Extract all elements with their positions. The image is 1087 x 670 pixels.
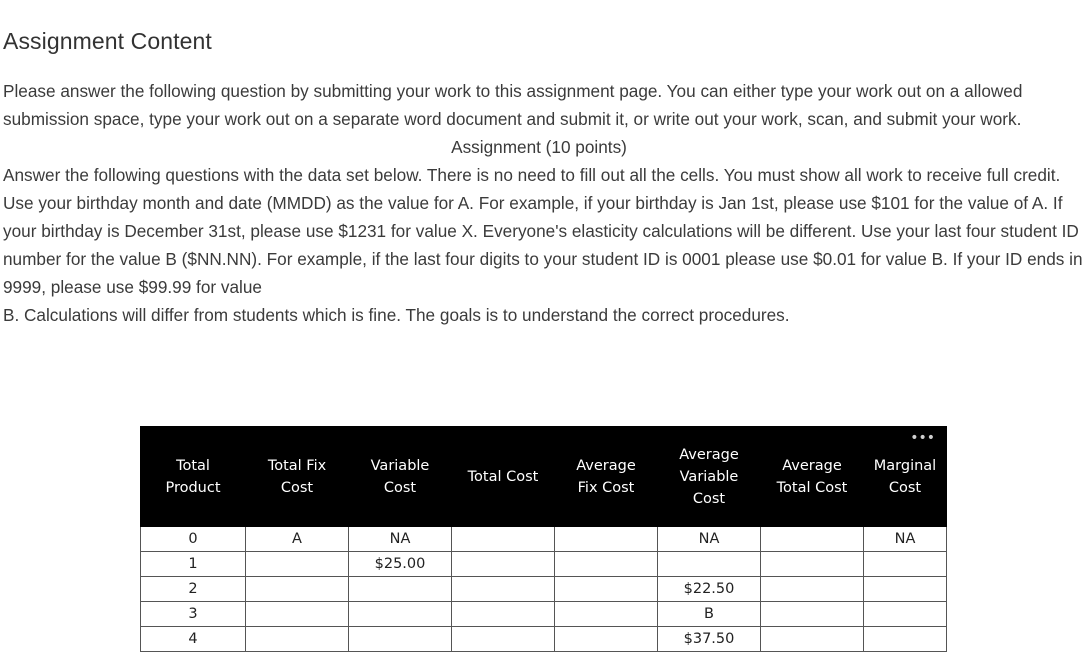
table-cell <box>452 552 555 577</box>
table-cell: B <box>658 602 761 627</box>
assignment-heading: Assignment (10 points) <box>451 137 627 157</box>
header-total-cost <box>452 427 555 527</box>
table-cell: $37.50 <box>658 627 761 652</box>
table-cell <box>246 552 349 577</box>
header-line: Cost <box>692 490 726 507</box>
header-line: Marginal <box>873 457 937 474</box>
table-cell: NA <box>658 527 761 552</box>
header-marginal-cost <box>864 427 947 527</box>
table-cell: NA <box>864 527 947 552</box>
table-cell: 1 <box>141 552 246 577</box>
table-cell <box>246 602 349 627</box>
header-line: Fix Cost <box>577 479 635 496</box>
header-line: Average <box>576 457 636 474</box>
table-cell <box>452 602 555 627</box>
header-line: Total <box>176 457 210 474</box>
cost-table <box>140 426 947 652</box>
table-cell <box>349 577 452 602</box>
header-line: Total Cost <box>776 479 848 496</box>
table-cell <box>555 627 658 652</box>
header-line: Average <box>782 457 842 474</box>
instructions-paragraph: Answer the following questions with the data set below. There is no need to fill out all the cells. You must show all work to receive full credit. <box>3 165 1061 185</box>
header-line: Cost <box>888 479 922 496</box>
table-cell <box>761 602 864 627</box>
table-row <box>141 552 947 577</box>
header-average-variable-cost <box>658 427 761 527</box>
header-line: Total Cost <box>467 468 539 485</box>
table-cell: 2 <box>141 577 246 602</box>
table-cell <box>761 577 864 602</box>
table-row <box>141 602 947 627</box>
table-cell <box>864 577 947 602</box>
table-row <box>141 527 947 552</box>
table-cell <box>658 552 761 577</box>
table-cell <box>761 627 864 652</box>
table-cell <box>555 552 658 577</box>
table-cell: A <box>246 527 349 552</box>
table-cell <box>864 627 947 652</box>
header-line: Average <box>679 446 739 463</box>
table-row <box>141 577 947 602</box>
header-line: Total Fix <box>267 457 327 474</box>
table-cell: $22.50 <box>658 577 761 602</box>
closing-note-paragraph: B. Calculations will differ from students which is fine. The goals is to understand the correct procedures. <box>3 305 790 325</box>
header-total-fix-cost <box>246 427 349 527</box>
cost-table-wrapper <box>140 426 947 652</box>
table-cell: 4 <box>141 627 246 652</box>
table-cell: $25.00 <box>349 552 452 577</box>
header-line: Product <box>165 479 221 496</box>
table-cell <box>761 552 864 577</box>
table-cell <box>761 527 864 552</box>
table-cell <box>555 602 658 627</box>
header-line: Cost <box>383 479 417 496</box>
table-cell <box>452 627 555 652</box>
table-cell <box>555 577 658 602</box>
header-line: Variable <box>370 457 430 474</box>
table-cell <box>864 602 947 627</box>
header-average-fix-cost <box>555 427 658 527</box>
table-cell <box>246 627 349 652</box>
table-cell <box>349 602 452 627</box>
more-options-icon[interactable]: ••• <box>910 430 935 446</box>
table-cell <box>246 577 349 602</box>
table-header-row <box>141 427 947 527</box>
table-cell: NA <box>349 527 452 552</box>
header-variable-cost <box>349 427 452 527</box>
table-cell: 0 <box>141 527 246 552</box>
table-cell <box>349 627 452 652</box>
header-line: Cost <box>280 479 314 496</box>
header-line: Variable <box>679 468 739 485</box>
intro-paragraph: Please answer the following question by submitting your work to this assignment page. You can either type your work out on a allowed submission space, type your work out on a separate word document and submit it, or write out your work, scan, and submit your work. <box>3 81 1023 129</box>
table-cell <box>555 527 658 552</box>
header-average-total-cost <box>761 427 864 527</box>
values-note-paragraph: Use your birthday month and date (MMDD) as the value for A. For example, if your birthday is Jan 1st, please use $101 for the value of A. If your birthday is December 31st, please use $1231 for value X. Everyone's elasticity calculations will be different. Use your last four student ID number for the value B ($NN.NN). For example, if the last four digits to your student ID is 0001 please use $0.01 for value B. If your ID ends in 9999, please use $99.99 for value <box>3 193 1083 297</box>
table-cell <box>452 577 555 602</box>
table-cell: 3 <box>141 602 246 627</box>
page-title: Assignment Content <box>3 28 212 54</box>
table-cell <box>452 527 555 552</box>
table-cell <box>864 552 947 577</box>
table-row <box>141 627 947 652</box>
header-total-product <box>141 427 246 527</box>
assignment-content <box>3 77 1083 329</box>
